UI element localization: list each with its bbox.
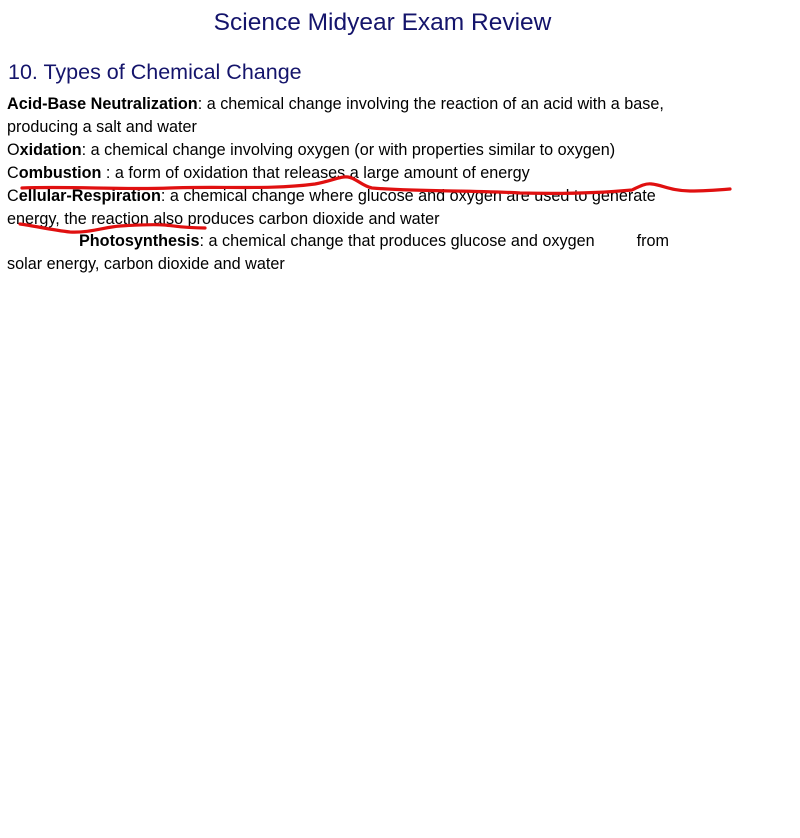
term-initial: C: [7, 163, 19, 182]
definition-text: : a form of oxidation that releases a large amount of energy: [101, 163, 530, 182]
definition-text: : a chemical change involving oxygen (or with properties similar to oxygen): [81, 140, 616, 159]
definition-continuation: energy, the reaction also produces carbon dioxide and water: [7, 209, 440, 228]
term-initial: O: [7, 140, 20, 159]
page-title: Science Midyear Exam Review: [213, 9, 552, 36]
definition-oxidation: [7, 139, 797, 162]
term-oxidation: xidation: [19, 140, 82, 159]
section-heading: 10. Types of Chemical Change: [8, 60, 302, 84]
definition-continuation: solar energy, carbon dioxide and water: [7, 255, 285, 274]
term-acid-base: Acid-Base Neutralization: [7, 95, 198, 113]
term-photosynthesis: Photosynthesis: [79, 232, 200, 251]
definition-photosynthesis: [7, 230, 797, 253]
definition-acid-base: [7, 93, 797, 116]
definition-combustion: [7, 162, 797, 185]
definition-cellular-respiration: [7, 185, 797, 208]
definitions-list: [7, 93, 797, 276]
term-combustion: ombustion: [18, 163, 102, 182]
definition-continuation: producing a salt and water: [7, 117, 197, 136]
term-cellular-respiration: ellular-Respiration: [18, 186, 161, 205]
definition-text-end: from: [636, 232, 669, 251]
definition-text: : a chemical change that produces glucose and oxygen: [199, 232, 595, 251]
term-initial: C: [7, 186, 19, 205]
definition-text: : a chemical change where glucose and oxygen are used to generate: [160, 186, 656, 205]
definition-text: : a chemical change involving the reaction of an acid with a base,: [197, 95, 664, 113]
